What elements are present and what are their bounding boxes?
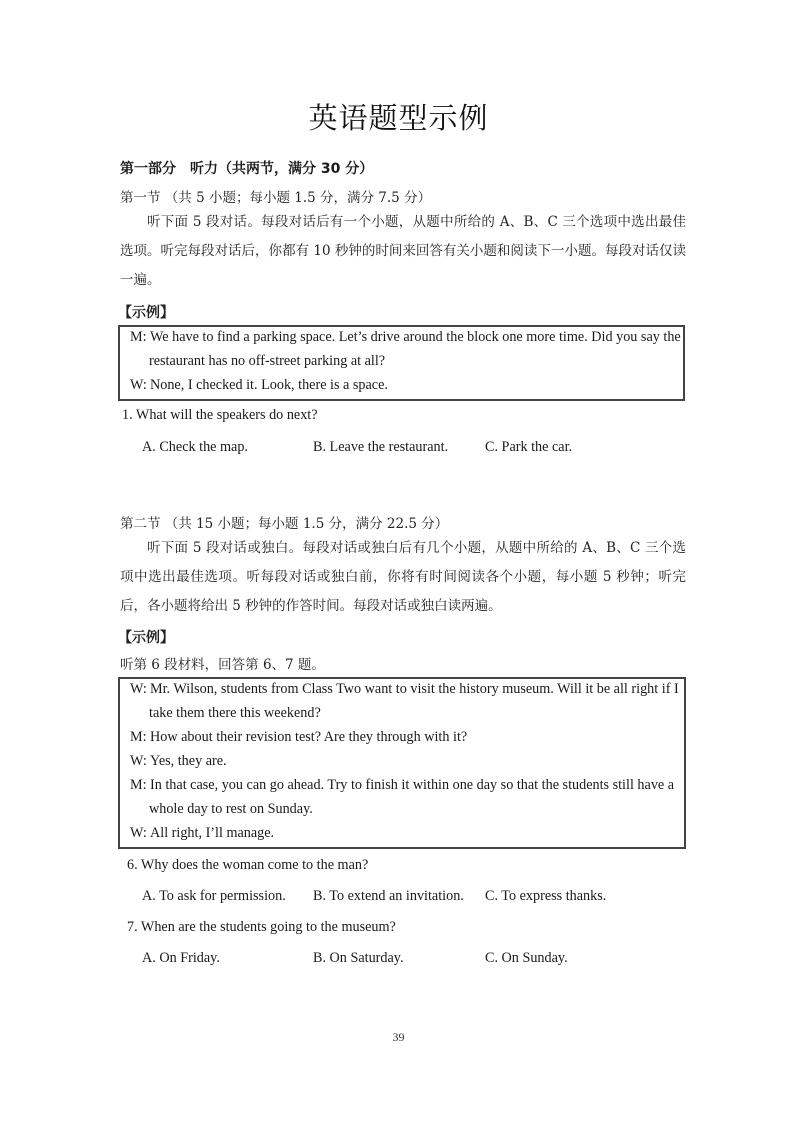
dialogue-line — [130, 753, 227, 770]
dialogue-line — [130, 729, 467, 746]
question-1-option-c: C. Park the car. — [485, 439, 573, 455]
page-number: 39 — [392, 1030, 405, 1044]
dialogue-line — [130, 329, 681, 346]
dialogue-text: All right, I’ll manage. — [150, 825, 275, 841]
section2-lead: 听第 6 段材料，回答第 6、7 题。 — [120, 657, 325, 673]
speaker-label: W: — [130, 681, 147, 697]
question-7-option-a: A. On Friday. — [142, 950, 220, 966]
dialogue-text: Yes, they are. — [150, 753, 227, 769]
question-7-option-c: C. On Sunday. — [485, 950, 568, 966]
dialogue-line — [130, 681, 679, 698]
dialogue-text: We have to find a parking space. Let’s drive around the block one more time. Did you say the — [150, 329, 681, 345]
section2-instructions: 听下面 5 段对话或独白。每段对话或独白后有几个小题，从题中所给的 A、B、C 三个选项中选出最佳选项。听每段对话或独白前，你将有时间阅读各个小题，每小题 5 秒钟；听完后，各小题将给出 5 秒钟的作答时间。每段对话或独白读两遍。 — [120, 540, 686, 614]
question-6-option-c: C. To express thanks. — [485, 888, 607, 904]
dialogue-line-continued: whole day to rest on Sunday. — [149, 801, 313, 817]
section2-dialogue-box — [118, 677, 686, 849]
dialogue-text: How about their revision test? Are they through with it? — [150, 729, 468, 745]
dialogue-line — [130, 777, 674, 794]
speaker-label: M: — [130, 329, 147, 345]
section1-heading: 第一节 （共 5 小题；每小题 1.5 分，满分 7.5 分） — [120, 190, 432, 206]
speaker-label: M: — [130, 777, 147, 793]
section1-instructions: 听下面 5 段对话。每段对话后有一个小题，从题中所给的 A、B、C 三个选项中选出最佳选项。听完每段对话后，你都有 10 秒钟的时间来回答有关小题和阅读下一小题。每段对话仅读一遍。 — [120, 214, 686, 288]
dialogue-line — [130, 825, 274, 842]
page-title: 英语题型示例 — [308, 101, 489, 135]
question-7-option-b: B. On Saturday. — [313, 950, 404, 966]
question-1-option-b: B. Leave the restaurant. — [313, 439, 449, 455]
question-6: 6. Why does the woman come to the man? — [127, 857, 369, 873]
part1-heading: 第一部分 听力（共两节，满分 30 分） — [120, 161, 374, 177]
dialogue-text: None, I checked it. Look, there is a space. — [150, 377, 388, 393]
dialogue-line-continued: restaurant has no off-street parking at all? — [149, 353, 386, 369]
section2-heading: 第二节 （共 15 小题；每小题 1.5 分，满分 22.5 分） — [120, 516, 449, 532]
section1-example-tag: 【示例】 — [118, 305, 174, 321]
dialogue-line — [130, 377, 388, 394]
dialogue-text: Mr. Wilson, students from Class Two want to visit the history museum. Will it be all right if I — [150, 681, 679, 697]
question-1-option-a: A. Check the map. — [142, 439, 248, 455]
section2-example-tag: 【示例】 — [118, 630, 174, 646]
speaker-label: W: — [130, 825, 147, 841]
speaker-label: W: — [130, 753, 147, 769]
question-1: 1. What will the speakers do next? — [122, 407, 318, 423]
question-6-option-a: A. To ask for permission. — [142, 888, 286, 904]
section1-dialogue-box — [118, 325, 685, 401]
dialogue-text: In that case, you can go ahead. Try to finish it within one day so that the students still have a — [150, 777, 675, 793]
dialogue-line-continued: take them there this weekend? — [149, 705, 321, 721]
speaker-label: W: — [130, 377, 147, 393]
question-7: 7. When are the students going to the museum? — [127, 919, 396, 935]
speaker-label: M: — [130, 729, 147, 745]
question-6-option-b: B. To extend an invitation. — [313, 888, 464, 904]
